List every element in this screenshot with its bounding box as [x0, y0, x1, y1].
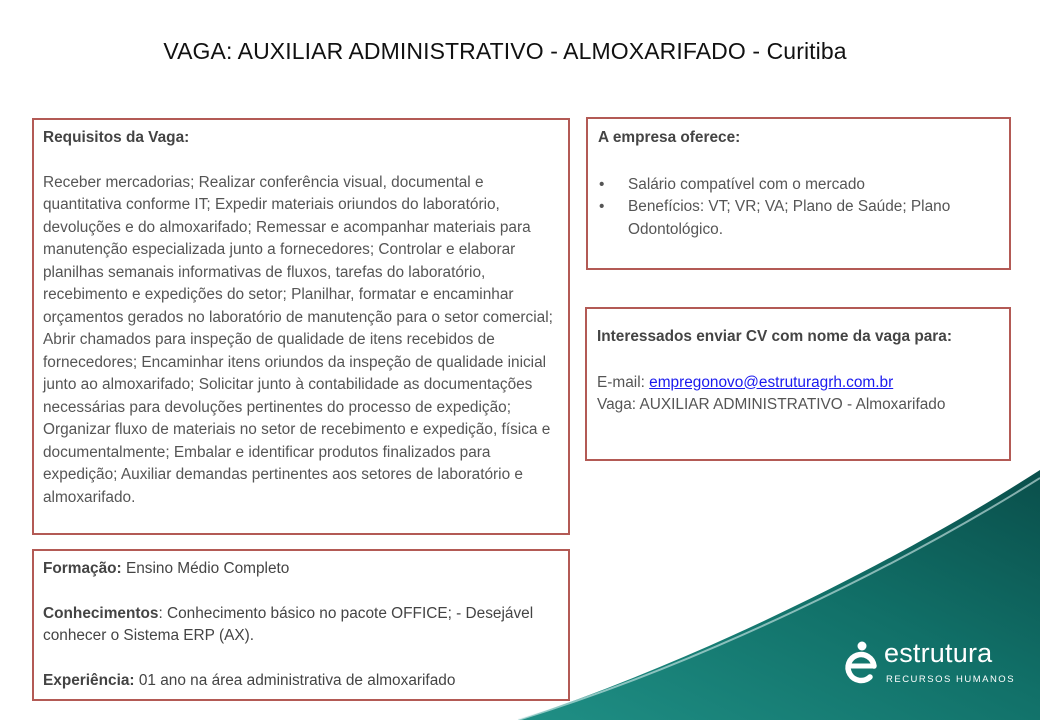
requirements-box [32, 118, 570, 535]
estrutura-logo-icon [842, 640, 882, 690]
offer-item: • Benefícios: VT; VR; VA; Plano de Saúde; Plano Odontológico. [598, 196, 999, 241]
experiencia-label: Experiência: [43, 671, 135, 689]
conhecimentos-label: Conhecimentos [43, 604, 159, 622]
formacao-line [43, 558, 559, 581]
vaga-line: Vaga: AUXILIAR ADMINISTRATIVO - Almoxarifado [597, 396, 946, 413]
email-link[interactable]: empregonovo@estruturagrh.com.br [649, 373, 894, 391]
offer-item: • Salário compatível com o mercado [598, 174, 999, 197]
requirements-heading: Requisitos da Vaga: [43, 129, 190, 146]
experiencia-value: 01 ano na área administrativa de almoxarifado [134, 671, 456, 689]
page-title: VAGA: AUXILIAR ADMINISTRATIVO - ALMOXARIFADO - Curitiba [163, 38, 847, 64]
brand-subtitle: RECURSOS HUMANOS [886, 674, 1016, 685]
formacao-label: Formação: [43, 560, 122, 577]
offer-heading: A empresa oferece: [598, 129, 741, 146]
conhecimentos-line [43, 603, 559, 648]
offer-box [586, 117, 1011, 270]
offer-list [598, 174, 999, 242]
conhecimentos-value: : Conhecimento básico no pacote OFFICE; - Desejável conhecer o Sistema ERP (AX). [43, 604, 534, 644]
experiencia-line [43, 670, 559, 693]
contact-box [585, 307, 1011, 461]
formacao-value: Ensino Médio Completo [121, 560, 290, 577]
brand-logo [842, 640, 1022, 690]
requirements-text: Receber mercadorias; Realizar conferência visual, documental e quantitativa conforme IT; Expedir materiais oriundos do laboratório, devoluções e do almoxarifado; Remessar e acompanhar materiais para manutenção especializada junto a fornecedores; Controlar e elaborar planilhas semanais informativas de fluxos, tarefas do laboratório, recebimento e expedições do setor; Planilhar, formatar e encaminhar orçamentos gerados no laboratório de manutenção para o setor comercial; Abrir chamados para inspeção de qualidade de itens recebidos de fornecedores; Encaminhar itens oriundos da inspeção de qualidade inicial junto ao almoxarifado; Solicitar junto à contabilidade as documentações necessárias para devoluções pertinentes do processo de expedição; Organizar fluxo de materiais no setor de recebimento e expedição, física e documentalmente; Embalar e identificar produtos finalizados para expedição; Auxiliar demandas pertinentes aos setores de laboratório e almoxarifado. [43, 173, 553, 506]
email-label: E-mail: [597, 373, 650, 391]
contact-heading: Interessados enviar CV com nome da vaga para: [597, 328, 952, 345]
education-box [32, 549, 570, 701]
brand-name: estrutura [884, 638, 993, 668]
email-line [597, 372, 999, 395]
